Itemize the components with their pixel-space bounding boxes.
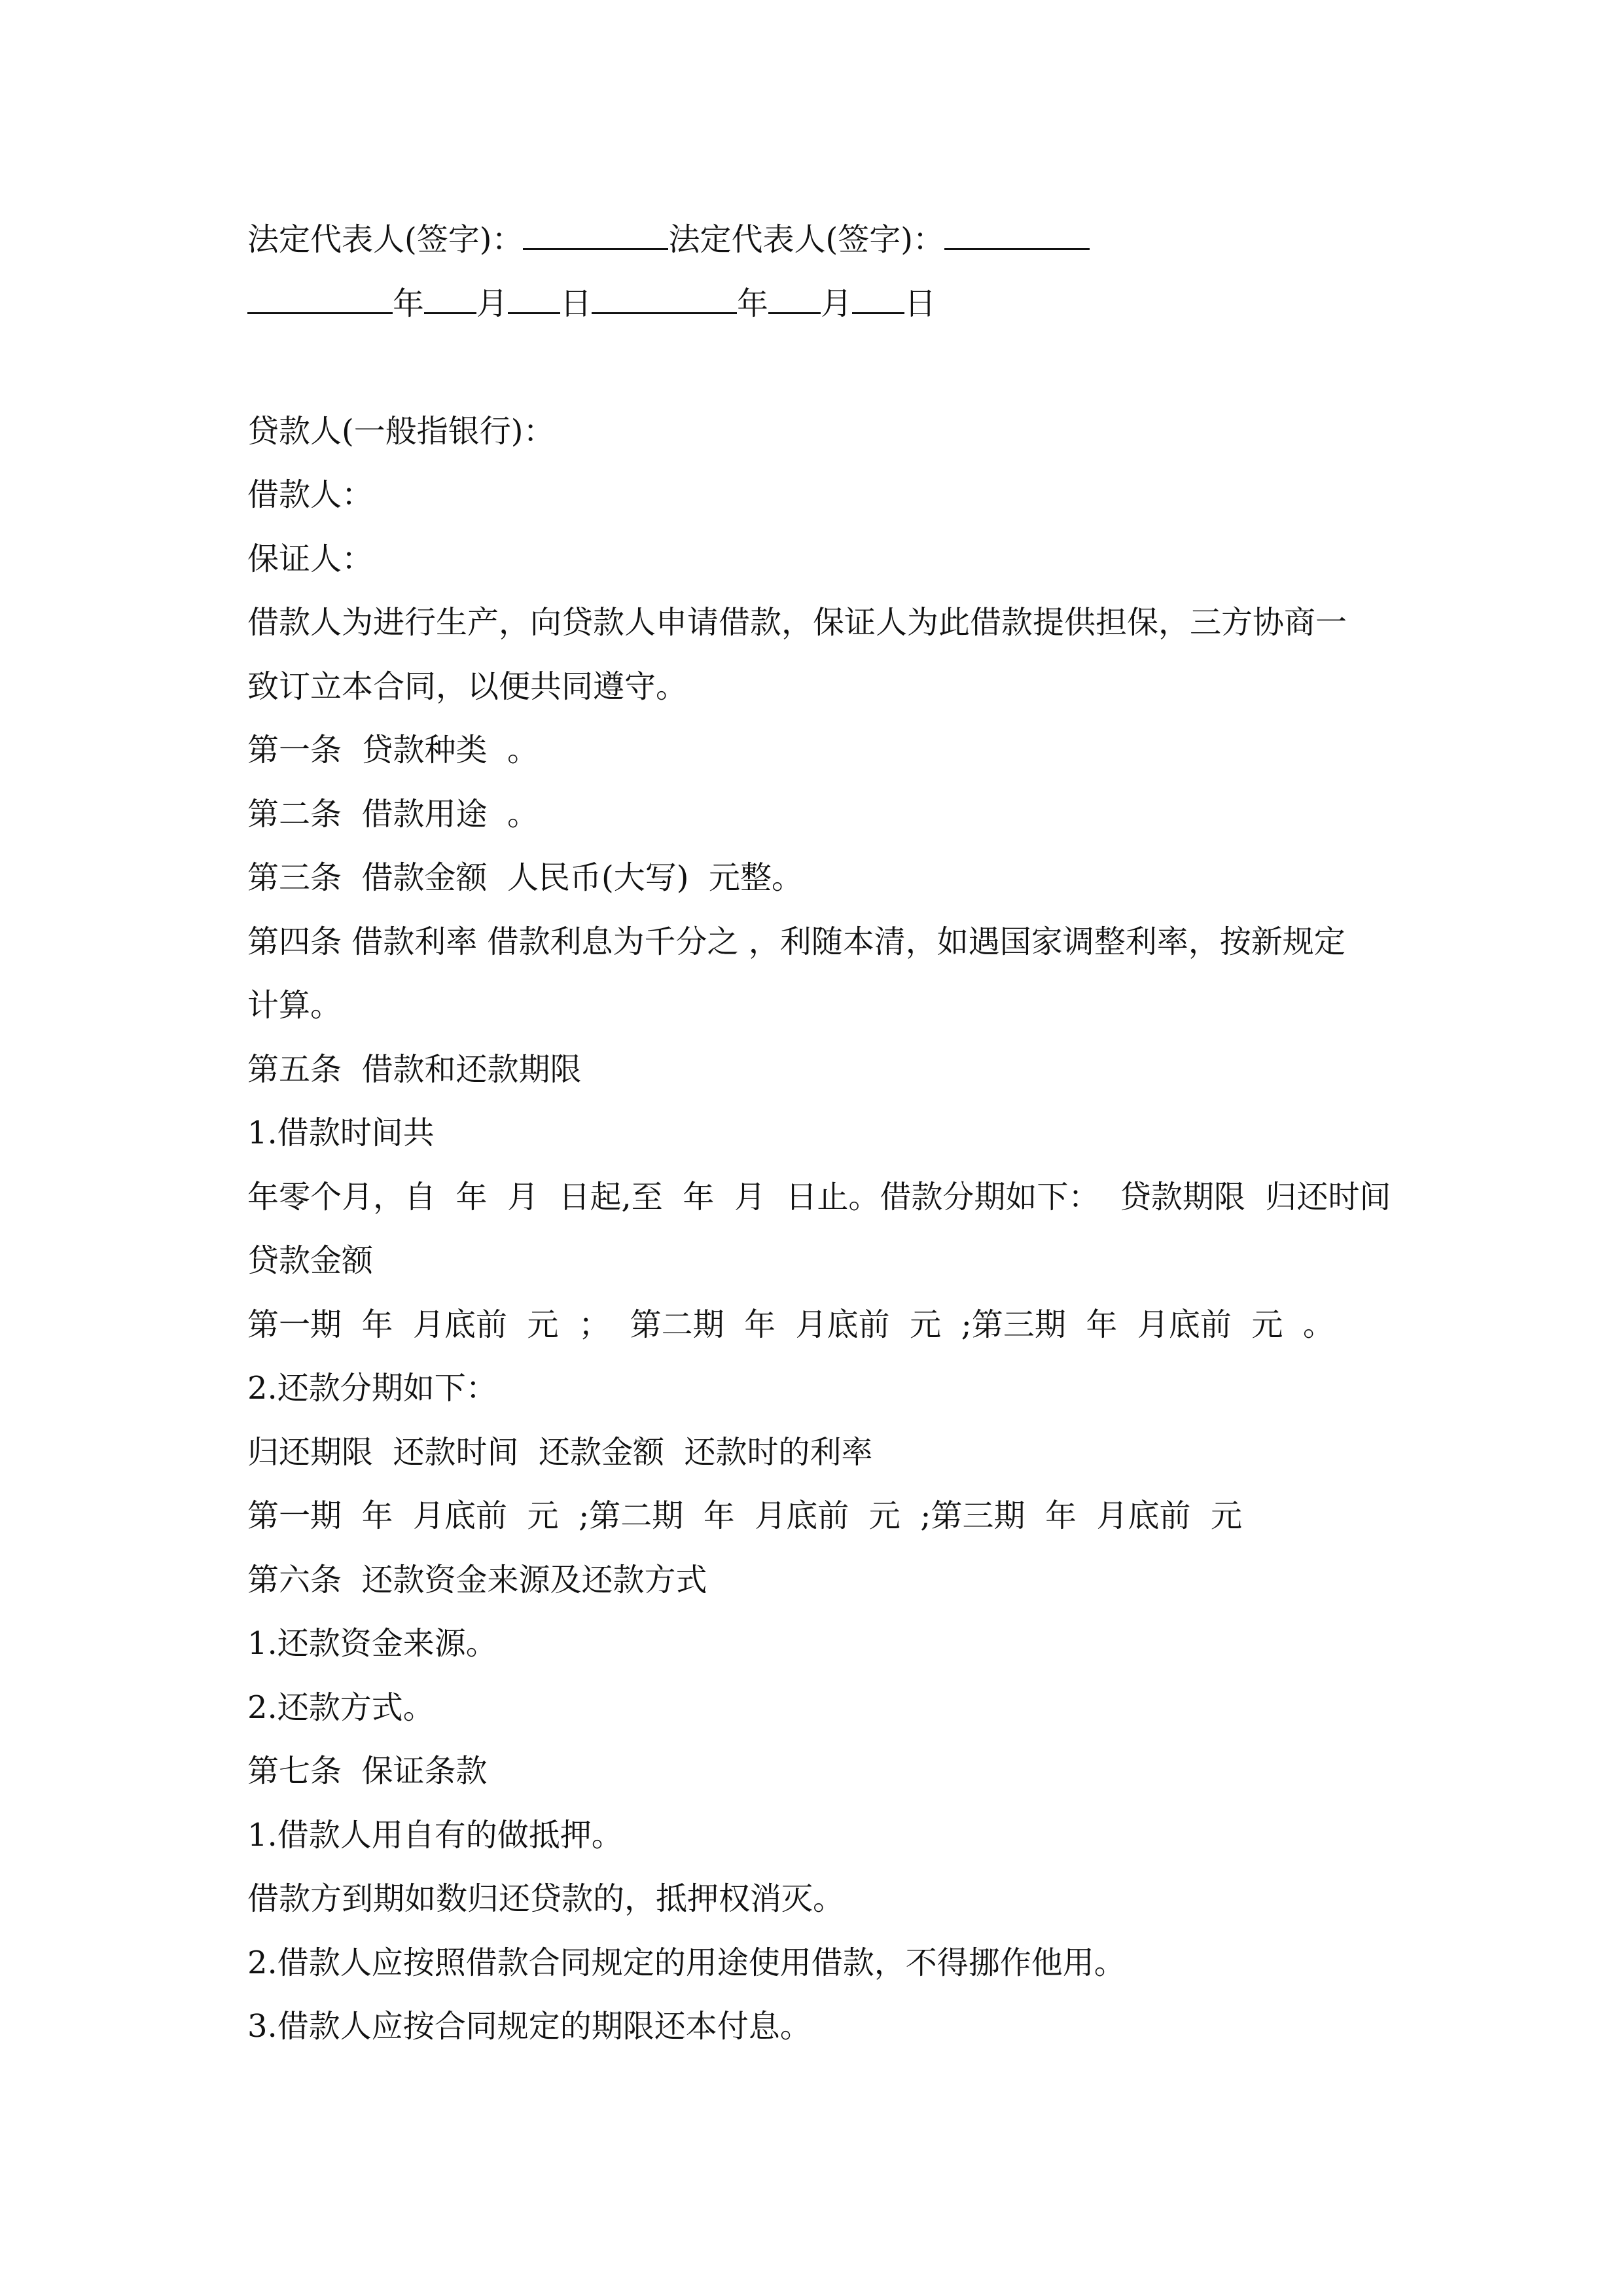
year-label-left: 年 xyxy=(393,285,425,322)
article-5-item-2: 2.还款分期如下： xyxy=(247,1370,497,1407)
year-blank-left xyxy=(247,285,393,314)
pledge-extinction-line: 借款方到期如数归还贷款的，抵押权消灭。 xyxy=(247,1880,845,1917)
article-5-item-1: 1.借款时间共 xyxy=(247,1115,435,1151)
article-7-heading: 第七条 保证条款 xyxy=(247,1753,488,1789)
month-label-left: 月 xyxy=(476,285,508,322)
repayment-columns-line: 归还期限 还款时间 还款金额 还款时的利率 xyxy=(247,1433,873,1471)
article-6-heading: 第六条 还款资金来源及还款方式 xyxy=(247,1561,707,1598)
article-2: 第二条 借款用途 。 xyxy=(247,795,539,833)
legal-rep-label-left: 法定代表人(签字)： xyxy=(247,221,524,258)
guarantor-line: 保证人： xyxy=(247,540,374,577)
year-label-right: 年 xyxy=(737,285,769,322)
article-3: 第三条 借款金额 人民币(大写) 元整。 xyxy=(247,859,804,896)
year-blank-right xyxy=(592,285,737,314)
day-label-right: 日 xyxy=(904,285,936,322)
article-6-item-1: 1.还款资金来源。 xyxy=(247,1625,497,1662)
legal-rep-label-right: 法定代表人(签字)： xyxy=(668,221,944,258)
article-4-line-1: 第四条 借款利率 借款利息为千分之 ，利随本清，如遇国家调整利率，按新规定 xyxy=(247,923,1346,960)
article-6-item-2: 2.还款方式。 xyxy=(247,1689,435,1726)
day-blank-left xyxy=(508,285,560,314)
day-blank-right xyxy=(852,285,904,314)
signature-line xyxy=(247,208,1383,272)
article-1: 第一条 贷款种类 。 xyxy=(247,732,539,768)
day-label-left: 日 xyxy=(560,285,592,322)
loan-amount-label: 贷款金额 xyxy=(247,1242,374,1279)
date-line xyxy=(247,272,1383,336)
loan-period-line: 年零个月，自 年 月 日起,至 年 月 日止。借款分期如下： 贷款期限 归还时间 xyxy=(247,1178,1391,1215)
preamble-line-1: 借款人为进行生产，向贷款人申请借款，保证人为此借款提供担保，三方协商一 xyxy=(247,604,1347,641)
borrower-line: 借款人： xyxy=(247,476,374,513)
article-7-item-3: 3.借款人应按合同规定的期限还本付息。 xyxy=(247,2008,812,2045)
preamble-line-2: 致订立本合同，以便共同遵守。 xyxy=(247,668,688,705)
document-page xyxy=(247,208,1391,2059)
signature-blank-right xyxy=(944,221,1090,250)
signature-blank-left xyxy=(523,221,668,250)
article-5-heading: 第五条 借款和还款期限 xyxy=(247,1050,582,1088)
lender-line: 贷款人(一般指银行)： xyxy=(247,412,555,450)
repayment-installments-line: 第一期 年 月底前 元 ;第二期 年 月底前 元 ;第三期 年 月底前 元 xyxy=(247,1498,1243,1534)
article-7-item-1: 1.借款人用自有的做抵押。 xyxy=(247,1816,623,1854)
article-7-item-2: 2.借款人应按照借款合同规定的用途使用借款，不得挪作他用。 xyxy=(247,1944,1126,1981)
month-blank-right xyxy=(768,285,821,314)
month-blank-left xyxy=(424,285,476,314)
month-label-right: 月 xyxy=(821,285,853,322)
article-4-line-2: 计算。 xyxy=(247,987,342,1024)
loan-installments-line: 第一期 年 月底前 元 ； 第二期 年 月底前 元 ;第三期 年 月底前 元 。 xyxy=(247,1306,1334,1343)
section-spacer xyxy=(247,336,1383,400)
